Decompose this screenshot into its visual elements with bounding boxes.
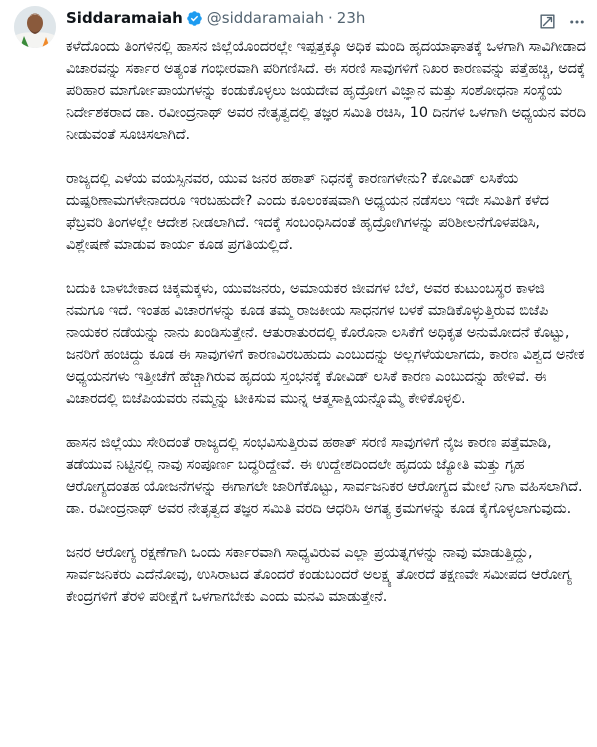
avatar[interactable] — [14, 6, 56, 48]
grok-icon[interactable] — [536, 10, 558, 32]
author-name[interactable]: Siddaramaiah — [66, 9, 183, 27]
separator-dot: · — [328, 9, 333, 27]
verified-badge-icon — [186, 10, 203, 27]
tweet-paragraph: ಹಾಸನ ಜಿಲ್ಲೆಯು ಸೇರಿದಂತೆ ರಾಜ್ಯದಲ್ಲಿ ಸಂಭವಿಸುತ್ತಿರುವ ಹಠಾತ್ ಸರಣಿ ಸಾವುಗಳಿಗೆ ನೈಜ ಕಾರಣ ಪತ್ತೆಮಾಡಿ, ತಡೆಯುವ ನಿಟ್ಟಿನಲ್ಲಿ ನಾವು ಸಂಪೂರ್ಣ ಬದ್ಧರಿದ್ದೇವೆ. ಈ ಉದ್ದೇಶದಿಂದಲೇ ಹೃದಯ ಜ್ಯೋತಿ ಮತ್ತು ಗೃಹ ಆರೋಗ್ಯದಂತಹ ಯೋಜನೆಗಳನ್ನು ಈಗಾಗಲೇ ಜಾರಿಗೆಕೊಟ್ಟು, ಸಾರ್ವಜನಿಕರ ಆರೋಗ್ಯದ ಮೇಲೆ ನಿಗಾ ವಹಿಸಲಾಗಿದೆ. ಡಾ. ರವೀಂದ್ರನಾಥ್ ಅವರ ನೇತೃತ್ವದ ತಜ್ಞರ ಸಮಿತಿ ವರದಿ ಆಧರಿಸಿ ಅಗತ್ಯ ಕ್ರಮಗಳನ್ನು ಕೂಡ ಕೈಗೊಳ್ಳಲಾಗುವುದು. — [66, 435, 583, 517]
more-horizontal-icon[interactable] — [566, 11, 588, 33]
timestamp[interactable]: 23h — [336, 9, 366, 27]
tweet-paragraph: ರಾಜ್ಯದಲ್ಲಿ ಎಳೆಯ ವಯಸ್ಸಿನವರ, ಯುವ ಜನರ ಹಠಾತ್ ನಿಧನಕ್ಕೆ ಕಾರಣಗಳೇನು? ಕೋವಿಡ್ ಲಸಿಕೆಯ ದುಷ್ಪರಿಣಾಮಗಳೇನಾದರೂ ಇರಬಹುದೇ? ಎಂದು ಕೂಲಂಕಷವಾಗಿ ಅಧ್ಯಯನ ನಡೆಸಲು ಇದೇ ಸಮಿತಿಗೆ ಕಳೆದ ಫೆಬ್ರವರಿ ತಿಂಗಳಲ್ಲೇ ಆದೇಶ ನೀಡಲಾಗಿದೆ. ಇದಕ್ಕೆ ಸಂಬಂಧಿಸಿದಂತೆ ಹೃದ್ರೋಗಿಗಳನ್ನು ಪರಿಶೀಲನೆಗೊಳಪಡಿಸಿ, ವಿಶ್ಲೇಷಣೆ ಮಾಡುವ ಕಾರ್ಯ ಕೂಡ ಪ್ರಗತಿಯಲ್ಲಿದೆ. — [66, 171, 549, 253]
profile-photo — [14, 6, 56, 48]
author-handle[interactable]: @siddaramaiah — [206, 9, 325, 27]
tweet-text — [66, 36, 586, 630]
tweet-header — [66, 7, 553, 29]
tweet-paragraph: ಬದುಕಿ ಬಾಳಬೇಕಾದ ಚಿಕ್ಕಮಕ್ಕಳು, ಯುವಜನರು, ಅಮಾಯಕರ ಜೀವಗಳ ಬೆಲೆ, ಅವರ ಕುಟುಂಬಸ್ಥರ ಕಾಳಜಿ ನಮಗೂ ಇದೆ. ಇಂತಹ ವಿಚಾರಗಳನ್ನು ಕೂಡ ತಮ್ಮ ರಾಜಕೀಯ ಸಾಧನಗಳ ಬಳಕೆ ಮಾಡಿಕೊಳ್ಳುತ್ತಿರುವ ಬಿಜೆಪಿ ನಾಯಕರ ನಡೆಯನ್ನು ನಾನು ಖಂಡಿಸುತ್ತೇನೆ. ಆತುರಾತುರದಲ್ಲಿ ಕೊರೊನಾ ಲಸಿಕೆಗೆ ಅಧಿಕೃತ ಅನುಮೋದನೆ ಕೊಟ್ಟು, ಜನರಿಗೆ ಹಂಚಿದ್ದು ಕೂಡ ಈ ಸಾವುಗಳಿಗೆ ಕಾರಣವಿರಬಹುದು ಎಂಬುದನ್ನು ಅಲ್ಲಗಳೆಯಲಾಗದು, ಕಾರಣ ವಿಶ್ವದ ಅನೇಕ ಅಧ್ಯಯನಗಳು ಇತ್ತೀಚೆಗೆ ಹೆಚ್ಚಾಗಿರುವ ಹೃದಯ ಸ್ತಂಭನಕ್ಕೆ ಕೋವಿಡ್ ಲಸಿಕೆ ಕಾರಣ ಎಂಬುದನ್ನು ಹೇಳಿವೆ. ಈ ವಿಚಾರದಲ್ಲಿ ಬಿಜೆಪಿಯವರು ನಮ್ಮನ್ನು ಟೀಕಿಸುವ ಮುನ್ನ ಆತ್ಮಸಾಕ್ಷಿಯನ್ನೊಮ್ಮೆ ಕೇಳಿಕೊಳ್ಳಲಿ. — [66, 281, 585, 407]
tweet-paragraph: ಕಳೆದೊಂದು ತಿಂಗಳಿನಲ್ಲಿ ಹಾಸನ ಜಿಲ್ಲೆಯೊಂದರಲ್ಲೇ ಇಪ್ಪತ್ತಕ್ಕೂ ಅಧಿಕ ಮಂದಿ ಹೃದಯಾಘಾತಕ್ಕೆ ಒಳಗಾಗಿ ಸಾವಿಗೀಡಾದ ವಿಚಾರವನ್ನು ಸರ್ಕಾರ ಅತ್ಯಂತ ಗಂಭೀರವಾಗಿ ಪರಿಗಣಿಸಿದೆ. ಈ ಸರಣಿ ಸಾವುಗಳಿಗೆ ನಿಖರ ಕಾರಣವನ್ನು ಪತ್ತೆಹಚ್ಚಿ, ಅದಕ್ಕೆ ಪರಿಹಾರ ಮಾರ್ಗೋಪಾಯಗಳನ್ನು ಕಂಡುಕೊಳ್ಳಲು ಜಯದೇವ ಹೃದ್ರೋಗ ವಿಜ್ಞಾನ ಮತ್ತು ಸಂಶೋಧನಾ ಸಂಸ್ಥೆಯ ನಿರ್ದೇಶಕರಾದ ಡಾ. ರವೀಂದ್ರನಾಥ್ ಅವರ ನೇತೃತ್ವದಲ್ಲಿ ತಜ್ಞರ ಸಮಿತಿ ರಚಿಸಿ, 10 ದಿನಗಳ ಒಳಗಾಗಿ ಅಧ್ಯಯನ ವರದಿ ನೀಡುವಂತೆ ಸೂಚಿಸಲಾಗಿದೆ. — [66, 39, 586, 143]
tweet-paragraph: ಜನರ ಆರೋಗ್ಯ ರಕ್ಷಣೆಗಾಗಿ ಒಂದು ಸರ್ಕಾರವಾಗಿ ಸಾಧ್ಯವಿರುವ ಎಲ್ಲಾ ಪ್ರಯತ್ನಗಳನ್ನು ನಾವು ಮಾಡುತ್ತಿದ್ದು, ಸಾರ್ವಜನಿಕರು ಎದೆನೋವು, ಉಸಿರಾಟದ ತೊಂದರೆ ಕಂಡುಬಂದರೆ ಅಲಕ್ಷ್ಯ ತೋರದೆ ತಕ್ಷಣವೇ ಸಮೀಪದ ಆರೋಗ್ಯ ಕೇಂದ್ರಗಳಿಗೆ ತೆರಳಿ ಪರೀಕ್ಷೆಗೆ ಒಳಗಾಗಬೇಕು ಎಂದು ಮನವಿ ಮಾಡುತ್ತೇನೆ. — [66, 545, 572, 605]
